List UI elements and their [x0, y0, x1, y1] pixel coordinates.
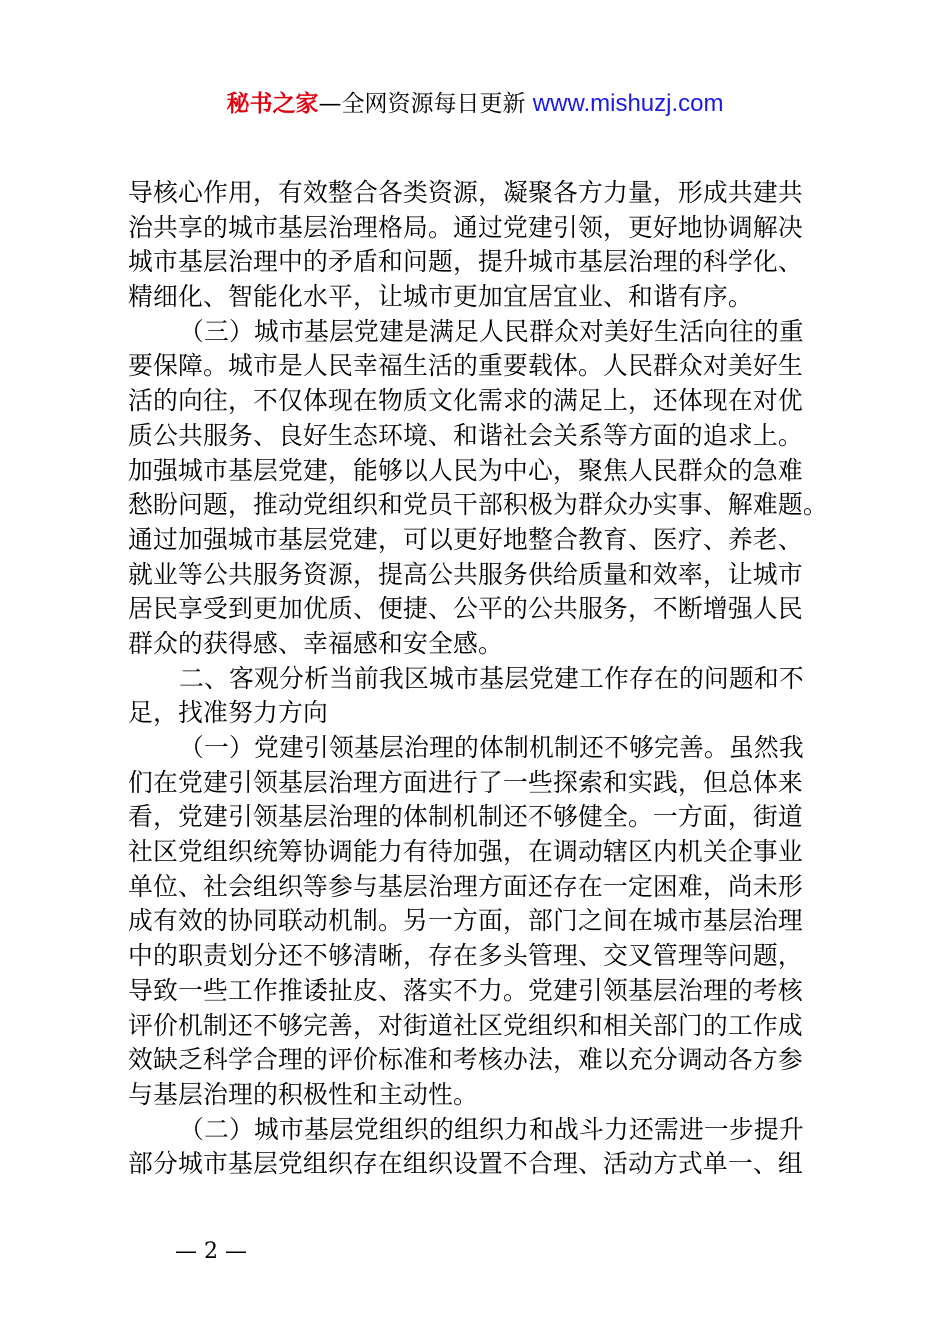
text-line: 就业等公共服务资源，提高公共服务供给质量和效率，让城市 — [128, 559, 803, 589]
text-line: 成有效的协同联动机制。另一方面，部门之间在城市基层治理 — [128, 906, 803, 936]
text-line: 群众的获得感、幸福感和安全感。 — [128, 628, 503, 658]
text-line: 社区党组织统筹协调能力有待加强，在调动辖区内机关企事业 — [128, 837, 803, 867]
section-heading-3: （三）城市基层党建是满足人民群众对美好生活向往的重 — [179, 316, 804, 346]
text-line: 通过加强城市基层党建，可以更好地整合教育、医疗、养老、 — [128, 524, 803, 554]
text-line: 中的职责划分还不够清晰，存在多头管理、交叉管理等问题， — [128, 941, 803, 971]
section-heading-2: 二、客观分析当前我区城市基层党建工作存在的问题和不 — [179, 663, 804, 693]
site-url-link[interactable]: www.mishuzj.com — [532, 90, 724, 117]
text-line: 足，找准努力方向 — [128, 698, 328, 728]
page-number: — 2 — — [175, 1239, 247, 1264]
text-line: 治共享的城市基层治理格局。通过党建引领，更好地协调解决 — [128, 212, 803, 242]
text-line: 与基层治理的积极性和主动性。 — [128, 1079, 478, 1109]
text-line: 单位、社会组织等参与基层治理方面还存在一定困难，尚未形 — [128, 871, 803, 901]
text-line: 要保障。城市是人民幸福生活的重要载体。人民群众对美好生 — [128, 351, 803, 381]
text-line: 质公共服务、良好生态环境、和谐社会关系等方面的追求上。 — [128, 420, 803, 450]
document-body — [128, 176, 840, 1182]
text-line: 居民享受到更加优质、便捷、公平的公共服务，不断增强人民 — [128, 594, 803, 624]
text-line: 精细化、智能化水平，让城市更加宜居宜业、和谐有序。 — [128, 282, 753, 312]
text-line: 活的向往，不仅体现在物质文化需求的满足上，还体现在对优 — [128, 386, 803, 416]
text-line: 导致一些工作推诿扯皮、落实不力。党建引领基层治理的考核 — [128, 975, 803, 1005]
text-line: 们在党建引领基层治理方面进行了一些探索和实践，但总体来 — [128, 767, 803, 797]
subsection-heading-1: （一）党建引领基层治理的体制机制还不够完善。虽然我 — [179, 733, 804, 762]
text-line: 愁盼问题，推动党组织和党员干部积极为群众办实事、解难题。 — [128, 490, 828, 520]
brand-name: 秘书之家 — [226, 91, 319, 117]
text-line: 评价机制还不够完善，对街道社区党组织和相关部门的工作成 — [128, 1010, 803, 1040]
text-line: 效缺乏科学合理的评价标准和考核办法，难以充分调动各方参 — [128, 1045, 803, 1075]
header-tagline: —全网资源每日更新 — [318, 91, 533, 117]
text-line: 导核心作用，有效整合各类资源，凝聚各方力量，形成共建共 — [128, 178, 803, 207]
subsection-heading-2: （二）城市基层党组织的组织力和战斗力还需进一步提升 — [179, 1114, 804, 1144]
site-header — [0, 88, 950, 120]
text-line: 部分城市基层党组织存在组织设置不合理、活动方式单一、组 — [128, 1149, 803, 1179]
text-line: 城市基层治理中的矛盾和问题，提升城市基层治理的科学化、 — [128, 247, 803, 277]
text-line: 加强城市基层党建，能够以人民为中心，聚焦人民群众的急难 — [128, 455, 803, 485]
text-line: 看，党建引领基层治理的体制机制还不够健全。一方面，街道 — [128, 802, 803, 832]
